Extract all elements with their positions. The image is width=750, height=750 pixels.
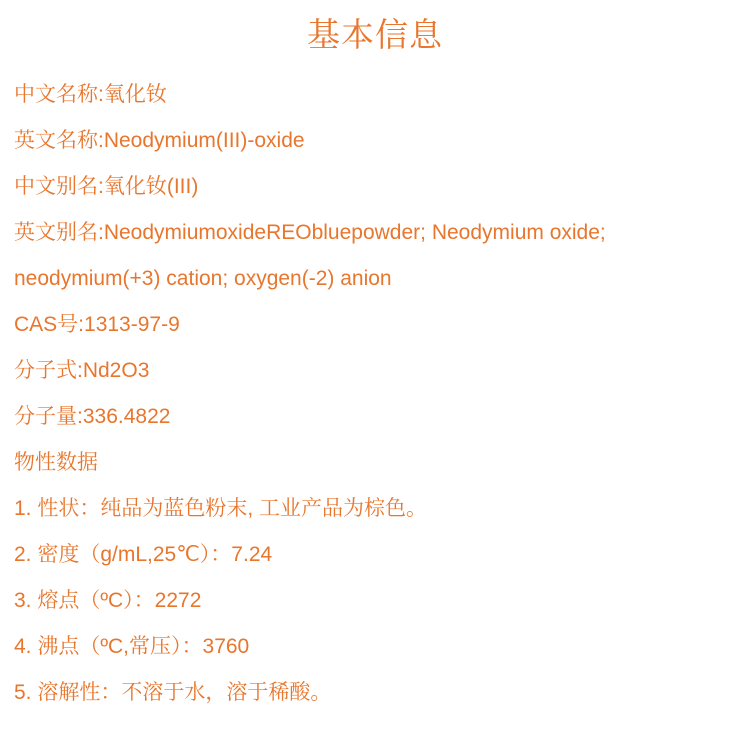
- property-line-boiling-point: 4. 沸点（ºC,常压）：3760: [14, 635, 250, 658]
- property-line-appearance: 1. 性状：纯品为蓝色粉末, 工业产品为棕色。: [14, 497, 428, 520]
- info-line-chinese-name: 中文名称:氧化钕: [14, 83, 167, 106]
- page-title: 基本信息: [307, 16, 443, 53]
- info-line-molecular-weight: 分子量:336.4822: [14, 405, 171, 428]
- section-heading-properties: 物性数据: [14, 451, 98, 474]
- property-line-melting-point: 3. 熔点（ºC）：2272: [14, 589, 202, 612]
- property-line-solubility: 5. 溶解性：不溶于水，溶于稀酸。: [14, 681, 332, 704]
- info-line-english-alias: 英文别名:NeodymiumoxideREObluepowder; Neodymium oxide; neodymium(+3) cation; oxygen(-2) anion: [14, 221, 612, 290]
- info-line-cas-number: CAS号:1313-97-9: [14, 313, 180, 336]
- info-line-english-name: 英文名称:Neodymium(III)-oxide: [14, 129, 305, 152]
- info-line-molecular-formula: 分子式:Nd2O3: [14, 359, 150, 382]
- property-line-density: 2. 密度（g/mL,25℃）：7.24: [14, 543, 273, 566]
- info-line-chinese-alias: 中文别名:氧化钕(III): [14, 175, 199, 198]
